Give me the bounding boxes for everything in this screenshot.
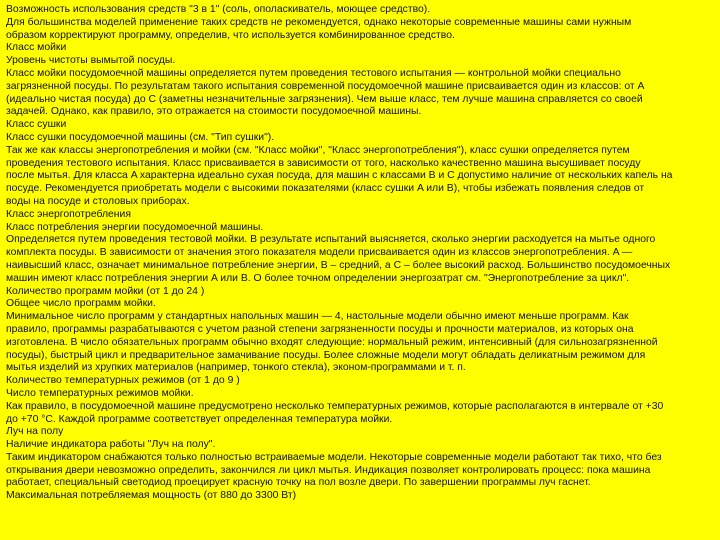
text-line: Как правило, в посудомоечной машине предусмотрено несколько температурных режимов, которые располагаются в интервале от +30 [6, 400, 664, 412]
text-line: Класс потребления энергии посудомоечной машины. [6, 221, 264, 233]
text-line: Возможность использования средств "3 в 1" (соль, ополаскиватель, моющее средство). [6, 4, 431, 15]
text-line: Для большинства моделей применение таких средств не рекомендуется, однако некоторые современные машины сами нужным [6, 16, 632, 28]
text-line: правило, программы разрабатываются с учетом разной степени загрязненности посуды и прочности материалов, из которых она [6, 323, 634, 335]
text-line: проведения тестового испытания. Класс присваивается в зависимости от того, насколько качественно машина высушивает посуду [6, 157, 641, 169]
text-line: наивысший класс, означает минимальное потребление энергии, B – средний, а C – более высокий расход. Большинство посудомоечных [6, 259, 671, 271]
text-line: Минимальное число программ у стандартных напольных машин — 4, настольные модели обычно имеют меньше программ. Как [6, 311, 629, 323]
text-line: Так же как классы энергопотребления и мойки (см. "Класс мойки", "Класс энергопотребления"), класс сушки определяется путем [6, 144, 630, 156]
text-line: Число температурных режимов мойки. [6, 387, 194, 399]
text-line: Наличие индикатора работы "Луч на полу". [6, 439, 216, 451]
text-line: (идеально чистая посуда) до C (заметны незначительные загрязнения). Чем выше класс, тем лучше машина справляется со своей [6, 93, 643, 105]
text-line: открывания двери невозможно определить, закончился ли цикл мытья. Индикация позволяет контролировать процесс: пока машина [6, 464, 651, 476]
text-line: Класс мойки посудомоечной машины определяется путем проведения тестового испытания — контрольной мойки специально [6, 67, 621, 79]
section-heading: Количество температурных режимов (от 1 до 9 ) [6, 375, 240, 387]
section-heading: Класс сушки [6, 119, 67, 131]
text-line: образом корректируют программу, определив, что используется комбинированное средство. [6, 29, 455, 41]
text-line: комплекта посуды. В зависимости от значения этого показателя модели присваивается один из классов энергопотребления. A — [6, 247, 633, 259]
text-line: Таким индикатором снабжаются только полностью встраиваемые модели. Некоторые современные модели работают так тихо, что без [6, 451, 662, 463]
text-line: изготовлена. В число обязательных программ обычно входят следующие: нормальный режим, интенсивный (для сильнозагрязненной [6, 336, 658, 348]
section-heading: Луч на полу [6, 426, 64, 438]
text-line: Общее число программ мойки. [6, 298, 156, 310]
text-line: воды на посуде и столовых приборах. [6, 195, 190, 207]
text-line: до +70 °C. Каждой программе соответствует определенная температура мойки. [6, 413, 393, 425]
section-heading: Класс энергопотребления [6, 208, 131, 220]
text-line: после мытья. Для класса A характерна идеально сухая посуда, для машин с классами B и C допустимо наличие от нескольких капель на [6, 170, 673, 182]
text-line: посуды), быстрый цикл и предварительное замачивание посуды. Более сложные модели могут обладать деликатным режимом для [6, 349, 646, 361]
text-line: Класс сушки посудомоечной машины (см. "Тип сушки"). [6, 131, 275, 143]
section-heading: Класс мойки [6, 42, 67, 54]
text-line: машин имеют класс потребления энергии A или B. О более точном определении энергозатрат см. "Энергопотребление за цикл". [6, 272, 630, 284]
text-line: посуде. Рекомендуется приобретать модели с высокими показателями (класс сушки A или B), чтобы избежать появления следов от [6, 183, 645, 195]
text-line: Определяется путем проведения тестовой мойки. В результате испытаний выясняется, сколько энергии расходуется на мытье одного [6, 234, 656, 246]
text-line: загрязненной посуды. По результатам такого испытания современной посудомоечной машине присваивается один из классов: от A [6, 80, 645, 92]
section-heading: Количество программ мойки (от 1 до 24 ) [6, 285, 205, 297]
text-line: мытья изделий из хрупких материалов (например, тонкого стекла), эконом-программами и т. п. [6, 362, 466, 374]
text-line: работает, специальный светодиод проецирует красную точку на пол возле двери. По завершении программы луч гаснет. [6, 477, 591, 489]
text-line: задачей. Однако, как правило, это отражается на стоимости посудомоечной машины. [6, 106, 422, 118]
section-heading: Максимальная потребляемая мощность (от 880 до 3300 Вт) [6, 490, 297, 502]
text-line: Уровень чистоты вымытой посуды. [6, 55, 176, 67]
